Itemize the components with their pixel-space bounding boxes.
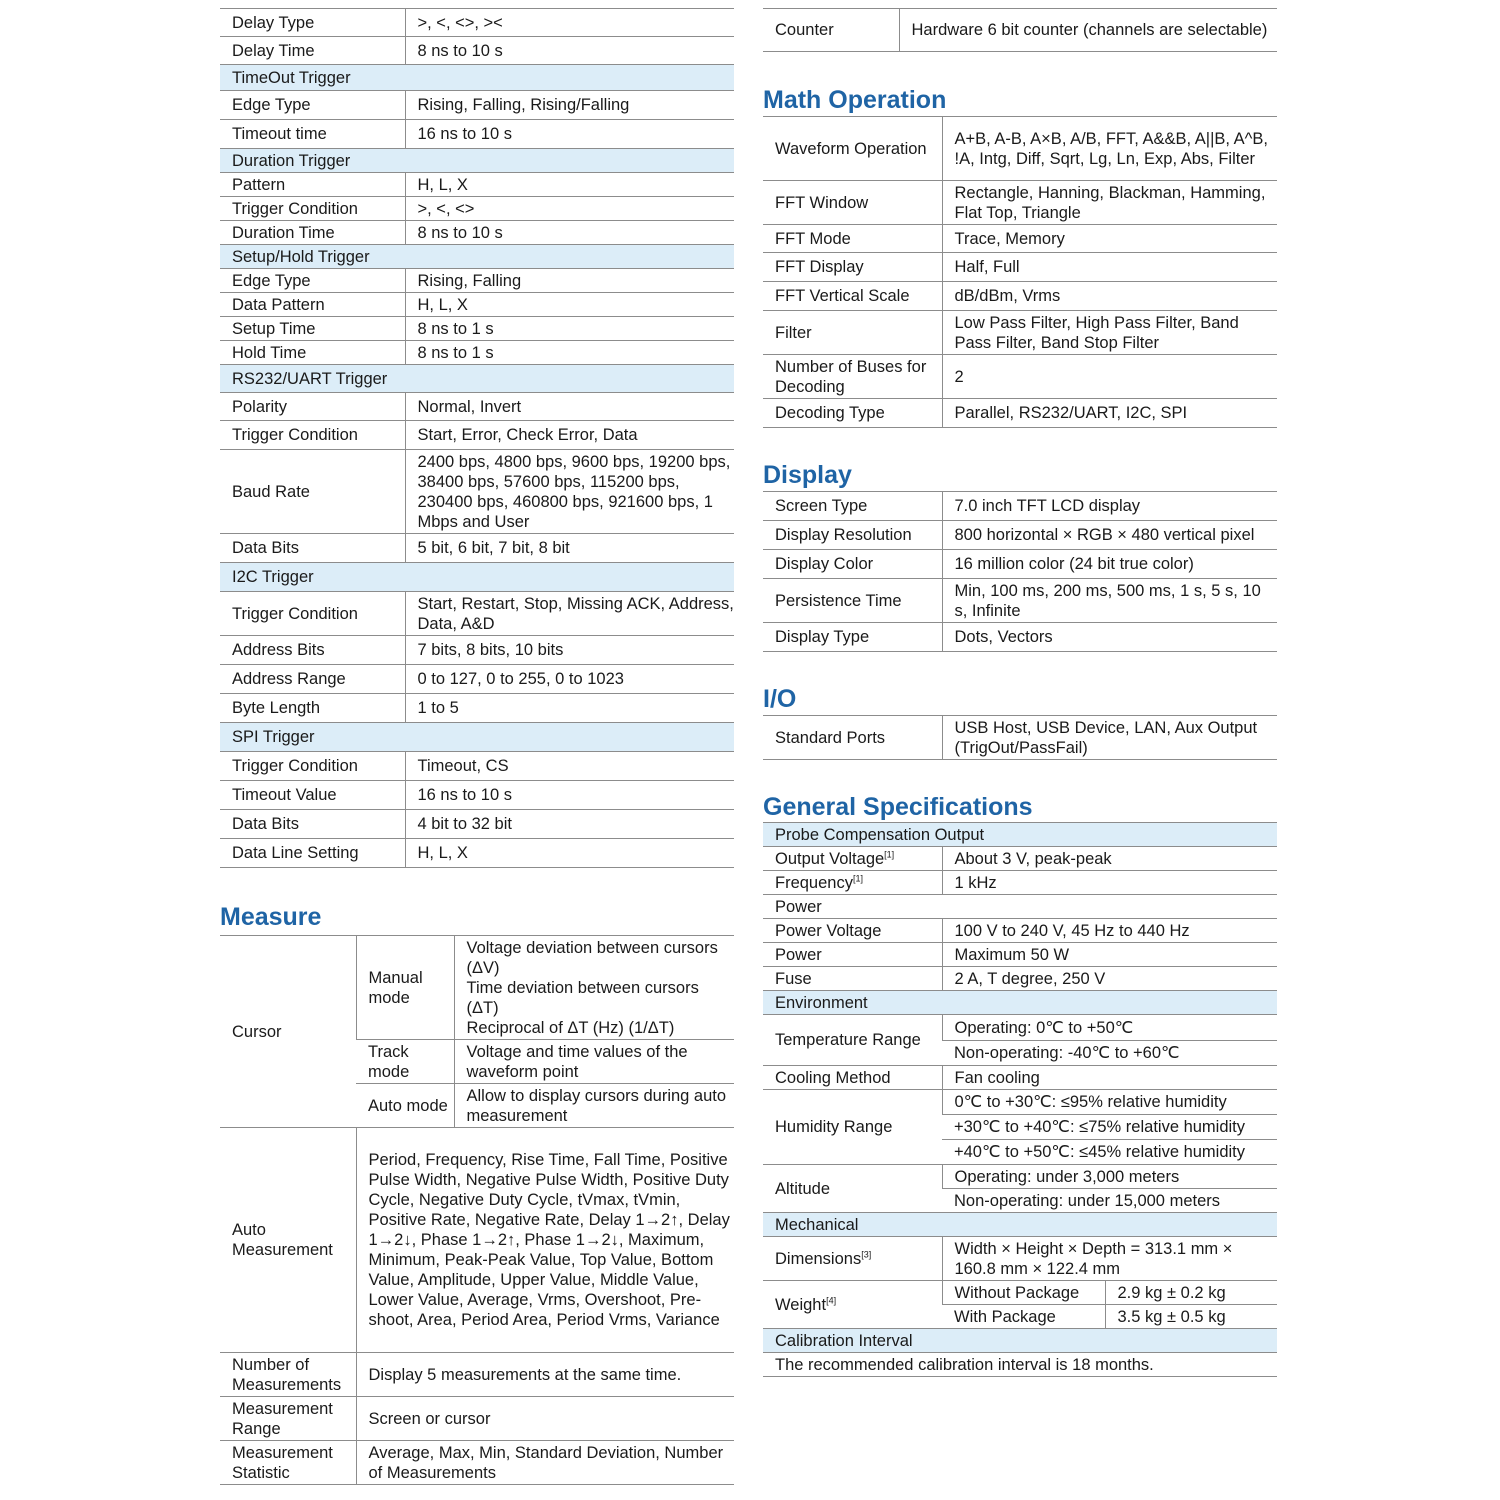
spec-value: 8 ns to 1 s [405,341,734,365]
spec-row [220,91,734,120]
io-heading: I/O [763,685,797,713]
display-table [763,491,1277,652]
spec-value: 4 bit to 32 bit [405,810,734,839]
spec-row [220,173,734,197]
cursor-mode-value [454,1084,734,1128]
calibration-text: The recommended calibration interval is 18 months. [763,1353,1277,1377]
section-mechanical: Mechanical [763,1213,1277,1237]
spec-value: Rectangle, Hanning, Blackman, Hamming, Flat Top, Triangle [942,181,1277,225]
measure-value: Period, Frequency, Rise Time, Fall Time, Positive Pulse Width, Negative Pulse Width, Positive Duty Cycle, Negative Duty Cycle, tVmax, tVmin, Positive Rate, Negative Rate, Delay 1→2↑, Delay 1→2↓, Phase 1→2↑, Phase 1→2↓, Maximum, Minimum, Peak-Peak Value, Top Value, Bottom Value, Amplitude, Upper Value, Middle Value, Lower Value, Average, Vrms, Overshoot, Pre-shoot, Area, Period Area, Period Vrms, Variance [356,1128,734,1353]
math-table [763,116,1277,428]
weight-with-package-label: With Package [942,1305,1105,1329]
measure-heading: Measure [220,903,322,931]
cursor-mode-label: Manual mode [356,936,454,1040]
spec-label: Number of Buses for Decoding [763,355,942,399]
cursor-mode-value [454,936,734,1040]
trigger-section-row [220,149,734,173]
spec-label: Standard Ports [763,716,942,760]
measure-row [220,1353,734,1397]
spec-label: Data Line Setting [220,839,405,868]
spec-label: Trigger Condition [220,592,405,636]
trigger-spec-table [220,8,734,868]
spec-row [763,282,1277,311]
spec-row [220,317,734,341]
spec-label: Timeout Value [220,781,405,810]
weight-without-package-label: Without Package [942,1281,1105,1305]
spec-label: Timeout time [220,120,405,149]
spec-label: Delay Type [220,9,405,37]
measure-value: Average, Max, Min, Standard Deviation, Number of Measurements [356,1441,734,1485]
fuse-label: Fuse [763,967,942,991]
humidity-value-3: +40℃ to +50℃: ≤45% relative humidity [942,1140,1277,1165]
spec-row [763,623,1277,652]
spec-value: Rising, Falling, Rising/Falling [405,91,734,120]
measure-value: Screen or cursor [356,1397,734,1441]
cursor-mode-value [454,1040,734,1084]
spec-value: Rising, Falling [405,269,734,293]
spec-label: Data Bits [220,534,405,563]
spec-value: Timeout, CS [405,752,734,781]
spec-row [220,393,734,421]
weight-with-package-value: 3.5 kg ± 0.5 kg [1105,1305,1277,1329]
section-environment: Environment [763,991,1277,1015]
spec-value: 800 horizontal × RGB × 480 vertical pixel [942,521,1277,550]
dimensions-value: Width × Height × Depth = 313.1 mm × 160.8 mm × 122.4 mm [942,1237,1277,1281]
cursor-mode-label: Auto mode [356,1084,454,1128]
spec-value: >, <, <> [405,197,734,221]
spec-row [763,492,1277,521]
spec-label: Trigger Condition [220,421,405,450]
spec-value: 16 million color (24 bit true color) [942,550,1277,579]
spec-value: 8 ns to 10 s [405,221,734,245]
cursor-mode-line: Time deviation between cursors (ΔT) [466,978,699,1017]
spec-value: 5 bit, 6 bit, 7 bit, 8 bit [405,534,734,563]
spec-row [220,810,734,839]
spec-label: Pattern [220,173,405,197]
cursor-mode-line: Reciprocal of ΔT (Hz) (1/ΔT) [466,1018,675,1037]
trigger-section-row [220,723,734,752]
measure-label: Measurement Range [220,1397,356,1441]
spec-value: >, <, <>, >< [405,9,734,37]
spec-label: Screen Type [763,492,942,521]
measure-label: Number of Measurements [220,1353,356,1397]
cursor-mode-line: Voltage and time values of the waveform point [466,1042,688,1081]
frequency-label: Frequency[1] [763,871,942,895]
section-label: I2C Trigger [220,563,734,592]
spec-label: Display Color [763,550,942,579]
cursor-label: Cursor [220,936,356,1128]
spec-row [763,253,1277,282]
spec-label: Edge Type [220,269,405,293]
section-label: Duration Trigger [220,149,734,173]
spec-label: Polarity [220,393,405,421]
cursor-mode-row [220,936,734,1040]
spec-row [220,450,734,534]
spec-value: 2 [942,355,1277,399]
humidity-label: Humidity Range [763,1090,942,1165]
spec-row [220,636,734,665]
spec-row [220,341,734,365]
spec-value: 8 ns to 10 s [405,37,734,65]
general-table [763,822,1277,1377]
humidity-value-1: 0℃ to +30℃: ≤95% relative humidity [942,1090,1277,1115]
trigger-section-row [220,245,734,269]
spec-row [763,181,1277,225]
altitude-non-operating: Non-operating: under 15,000 meters [942,1189,1277,1213]
section-label: Setup/Hold Trigger [220,245,734,269]
spec-value: 8 ns to 1 s [405,317,734,341]
power-voltage-label: Power Voltage [763,919,942,943]
spec-label: Baud Rate [220,450,405,534]
spec-label: Display Resolution [763,521,942,550]
spec-value: 1 to 5 [405,694,734,723]
spec-label: Address Bits [220,636,405,665]
spec-row [220,839,734,868]
fuse-value: 2 A, T degree, 250 V [942,967,1277,991]
section-label: RS232/UART Trigger [220,365,734,393]
spec-value: 0 to 127, 0 to 255, 0 to 1023 [405,665,734,694]
spec-value: Low Pass Filter, High Pass Filter, Band Pass Filter, Band Stop Filter [942,311,1277,355]
power-value: Maximum 50 W [942,943,1277,967]
section-label: SPI Trigger [220,723,734,752]
dimensions-label: Dimensions[3] [763,1237,942,1281]
spec-row [763,311,1277,355]
spec-row [763,716,1277,760]
counter-table [763,8,1277,52]
output-voltage-value: About 3 V, peak-peak [942,847,1277,871]
trigger-section-row [220,365,734,393]
right-column [763,8,1277,1377]
general-heading: General Specifications [763,793,1033,821]
spec-label: Setup Time [220,317,405,341]
spec-label: Data Pattern [220,293,405,317]
spec-label: Filter [763,311,942,355]
section-label: TimeOut Trigger [220,65,734,91]
spec-value: dB/dBm, Vrms [942,282,1277,311]
spec-row [220,694,734,723]
spec-label: Edge Type [220,91,405,120]
spec-row [763,225,1277,253]
spec-row [220,120,734,149]
spec-label: FFT Vertical Scale [763,282,942,311]
spec-value: H, L, X [405,839,734,868]
spec-row [763,521,1277,550]
temperature-label: Temperature Range [763,1015,942,1066]
cursor-mode-line: Allow to display cursors during auto measurement [466,1086,727,1125]
spec-row [220,37,734,65]
spec-label: Address Range [220,665,405,694]
spec-value: Parallel, RS232/UART, I2C, SPI [942,399,1277,428]
spec-row [220,752,734,781]
spec-value: H, L, X [405,173,734,197]
spec-value: 7.0 inch TFT LCD display [942,492,1277,521]
spec-value: H, L, X [405,293,734,317]
spec-label: Data Bits [220,810,405,839]
spec-label: Duration Time [220,221,405,245]
spec-row [220,221,734,245]
spec-row [763,579,1277,623]
measure-row [220,1128,734,1353]
weight-without-package-value: 2.9 kg ± 0.2 kg [1105,1281,1277,1305]
spec-row [220,269,734,293]
cooling-label: Cooling Method [763,1066,942,1090]
spec-label: Display Type [763,623,942,652]
temperature-non-operating: Non-operating: -40℃ to +60℃ [942,1041,1277,1066]
spec-label: Byte Length [220,694,405,723]
section-power: Power [763,895,1277,919]
measure-label: Measurement Statistic [220,1441,356,1485]
spec-row [763,550,1277,579]
frequency-value: 1 kHz [942,871,1277,895]
spec-label: Hold Time [220,341,405,365]
measure-value: Display 5 measurements at the same time. [356,1353,734,1397]
spec-label: Trigger Condition [220,752,405,781]
cooling-value: Fan cooling [942,1066,1277,1090]
measure-row [220,1397,734,1441]
spec-value: Normal, Invert [405,393,734,421]
altitude-label: Altitude [763,1165,942,1213]
spec-value: Dots, Vectors [942,623,1277,652]
spec-value: Trace, Memory [942,225,1277,253]
spec-value: A+B, A-B, A×B, A/B, FFT, A&&B, A||B, A^B, !A, Intg, Diff, Sqrt, Lg, Ln, Exp, Abs, Filter [942,117,1277,181]
spec-label: Delay Time [220,37,405,65]
humidity-value-2: +30℃ to +40℃: ≤75% relative humidity [942,1115,1277,1140]
power-label: Power [763,943,942,967]
spec-label: FFT Window [763,181,942,225]
spec-row [220,293,734,317]
weight-label: Weight[4] [763,1281,942,1329]
altitude-operating: Operating: under 3,000 meters [942,1165,1277,1189]
spec-label: Trigger Condition [220,197,405,221]
spec-value: Start, Error, Check Error, Data [405,421,734,450]
measure-label: Auto Measurement [220,1128,356,1353]
spec-row [763,355,1277,399]
spec-label: FFT Display [763,253,942,282]
spec-value: USB Host, USB Device, LAN, Aux Output (TrigOut/PassFail) [942,716,1277,760]
counter-value: Hardware 6 bit counter (channels are selectable) [899,9,1277,52]
spec-value: 2400 bps, 4800 bps, 9600 bps, 19200 bps, 38400 bps, 57600 bps, 115200 bps, 230400 bps, 460800 bps, 921600 bps, 1 Mbps and User [405,450,734,534]
spec-label: Waveform Operation [763,117,942,181]
cursor-mode-label: Track mode [356,1040,454,1084]
spec-label: Persistence Time [763,579,942,623]
spec-value: 16 ns to 10 s [405,120,734,149]
cursor-mode-line: Voltage deviation between cursors (ΔV) [466,938,718,977]
power-voltage-value: 100 V to 240 V, 45 Hz to 440 Hz [942,919,1277,943]
measure-table [220,935,734,1485]
spec-label: Decoding Type [763,399,942,428]
math-heading: Math Operation [763,86,947,114]
spec-row [220,534,734,563]
spec-row [220,781,734,810]
spec-value: Half, Full [942,253,1277,282]
spec-row [220,421,734,450]
measure-row [220,1441,734,1485]
spec-value: 16 ns to 10 s [405,781,734,810]
trigger-section-row [220,65,734,91]
display-heading: Display [763,461,852,489]
left-column [220,8,734,1485]
spec-value: 7 bits, 8 bits, 10 bits [405,636,734,665]
spec-row [220,592,734,636]
spec-row [763,117,1277,181]
output-voltage-label: Output Voltage[1] [763,847,942,871]
spec-row [220,9,734,37]
spec-value: Start, Restart, Stop, Missing ACK, Address, Data, A&D [405,592,734,636]
spec-row [220,197,734,221]
section-calibration: Calibration Interval [763,1329,1277,1353]
section-probe-compensation: Probe Compensation Output [763,823,1277,847]
io-table [763,715,1277,760]
spec-row [220,665,734,694]
spec-label: FFT Mode [763,225,942,253]
counter-label: Counter [763,9,899,52]
trigger-section-row [220,563,734,592]
temperature-operating: Operating: 0℃ to +50℃ [942,1015,1277,1041]
spec-row [763,399,1277,428]
spec-value: Min, 100 ms, 200 ms, 500 ms, 1 s, 5 s, 10 s, Infinite [942,579,1277,623]
